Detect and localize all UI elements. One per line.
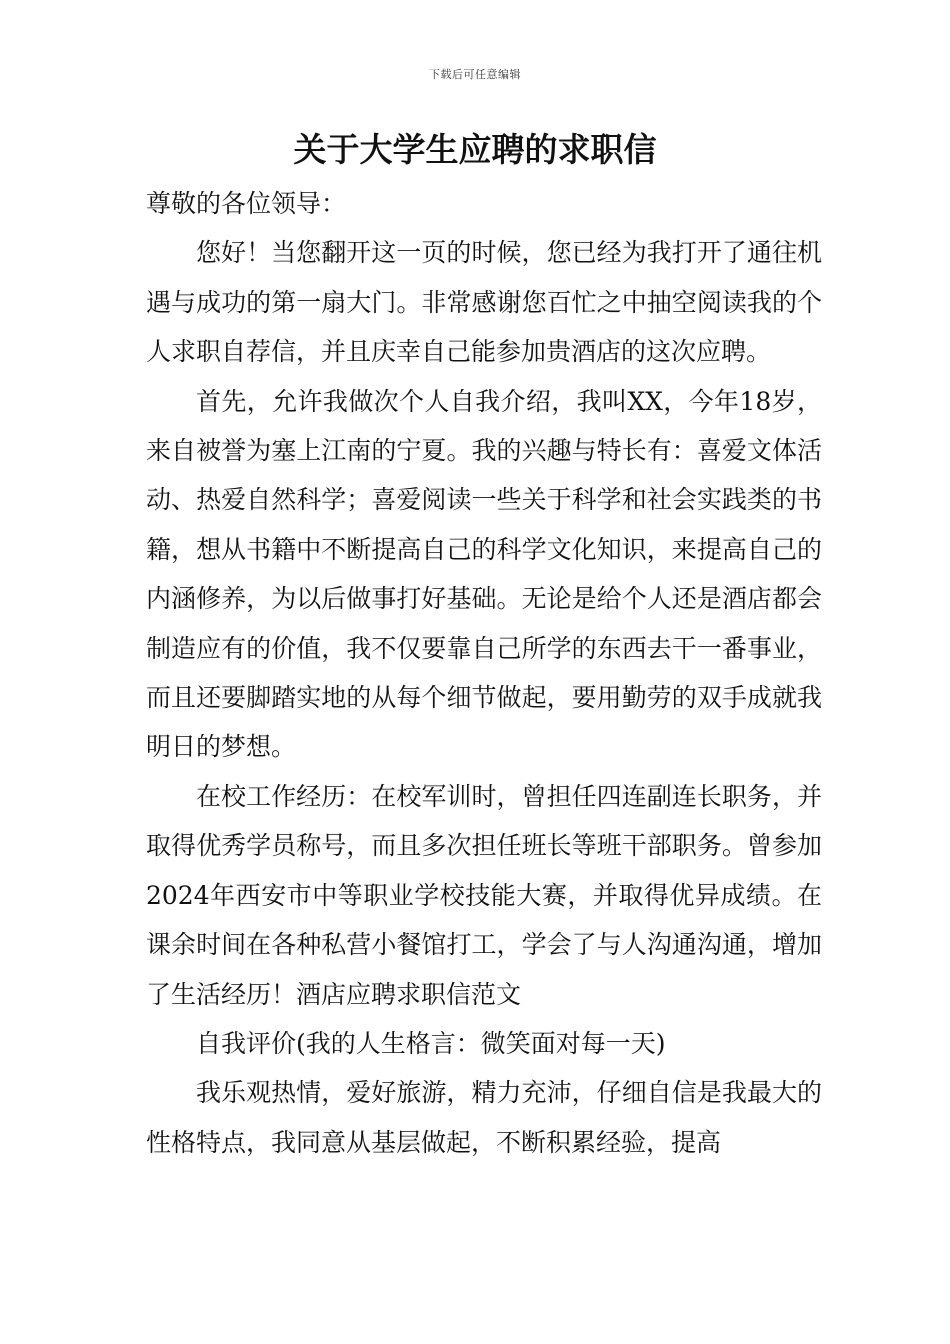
salutation: 尊敬的各位领导： [146,189,347,218]
paragraph-work-experience: 在校工作经历：在校军训时，曾担任四连副连长职务，并取得优秀学员称号，而且多次担任班长等班干部职务。曾参加2024年西安市中等职业学校技能大赛，并取得优异成绩。在课余时间在各种私营小餐馆打工，学会了与人沟通沟通，增加了生活经历！酒店应聘求职信范文 [146,781,822,1009]
header-note: 下载后可任意编辑 [429,68,521,81]
document-title: 关于大学生应聘的求职信 [293,130,657,169]
paragraph-greeting: 您好！当您翻开这一页的时候，您已经为我打开了通往机遇与成功的第一扇大门。非常感谢您百忙之中抽空阅读我的个人求职自荐信，并且庆幸自己能参加贵酒店的这次应聘。 [146,238,822,367]
paragraph-self-introduction: 首先，允许我做次个人自我介绍，我叫XX，今年18岁，来自被誉为塞上江南的宁夏。我的兴趣与特长有：喜爱文体活动、热爱自然科学；喜爱阅读一些关于科学和社会实践类的书籍，想从书籍中不断提高自己的科学文化知识，来提高自己的内涵修养，为以后做事打好基础。无论是给个人还是酒店都会制造应有的价值，我不仅要靠自己所学的东西去干一番事业，而且还要脚踏实地的从每个细节做起，要用勤劳的双手成就我明日的梦想。 [146,386,822,762]
letter-body [146,179,822,1167]
paragraph-self-evaluation: 我乐观热情，爱好旅游，精力充沛，仔细自信是我最大的性格特点，我同意从基层做起，不断积累经验，提高 [146,1078,822,1157]
paragraph-self-evaluation-heading: 自我评价(我的人生格言：微笑面对每一天) [196,1028,666,1058]
